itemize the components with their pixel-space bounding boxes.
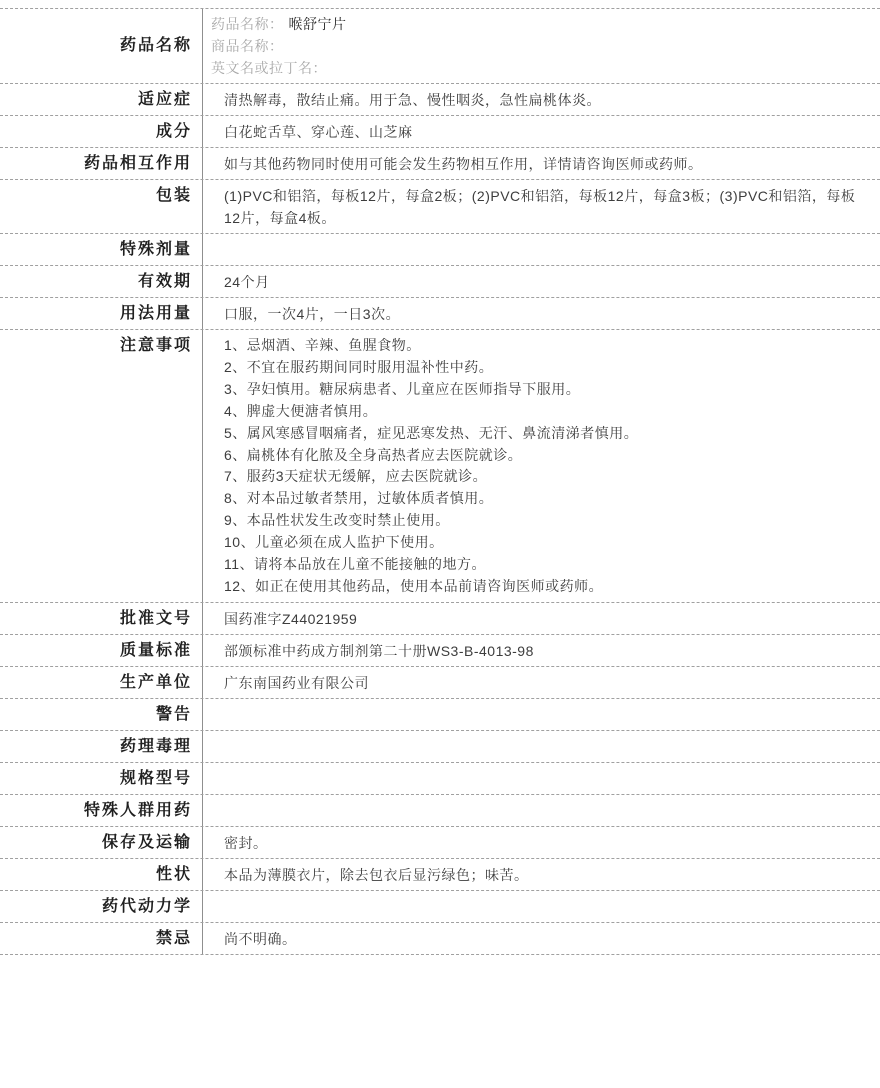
row-value bbox=[203, 699, 880, 730]
row-value: 密封。 bbox=[224, 834, 268, 851]
drug-name-value: 喉舒宁片 bbox=[288, 16, 347, 32]
row-value bbox=[203, 891, 880, 922]
table-row bbox=[0, 635, 880, 667]
note-line: 2、不宜在服药期间同时服用温补性中药。 bbox=[224, 358, 494, 375]
row-label: 药品相互作用 bbox=[0, 148, 203, 179]
note-line: 10、儿童必须在成人监护下使用。 bbox=[224, 534, 444, 551]
note-line: 3、孕妇慎用。糖尿病患者、儿童应在医师指导下服用。 bbox=[224, 380, 581, 397]
trade-name-field bbox=[211, 35, 866, 57]
trade-name-prefix: 商品名称： bbox=[211, 38, 284, 54]
row-label: 规格型号 bbox=[0, 763, 203, 794]
note-line: 5、属风寒感冒咽痛者，症见恶寒发热、无汗、鼻流清涕者慎用。 bbox=[224, 424, 639, 441]
row-value bbox=[203, 795, 880, 826]
english-name-field bbox=[211, 57, 866, 79]
row-label: 有效期 bbox=[0, 266, 203, 297]
table-row bbox=[0, 116, 880, 148]
table-row bbox=[0, 763, 880, 795]
drug-name-prefix: 药品名称： bbox=[211, 16, 284, 32]
row-label: 质量标准 bbox=[0, 635, 203, 666]
row-value: 国药准字Z44021959 bbox=[224, 610, 358, 627]
row-label: 成分 bbox=[0, 116, 203, 147]
row-value: 白花蛇舌草、穿心莲、山芝麻 bbox=[224, 124, 413, 140]
row-label: 包装 bbox=[0, 180, 203, 233]
row-label: 批准文号 bbox=[0, 603, 203, 634]
row-value: 部颁标准中药成方制剂第二十册WS3-B-4013-98 bbox=[224, 642, 534, 659]
row-value: 尚不明确。 bbox=[224, 930, 297, 947]
note-line: 6、扁桃体有化脓及全身高热者应去医院就诊。 bbox=[224, 446, 523, 463]
table-row-drug-name bbox=[0, 9, 880, 84]
table-row bbox=[0, 667, 880, 699]
row-value bbox=[203, 234, 880, 265]
row-label: 特殊剂量 bbox=[0, 234, 203, 265]
note-line: 11、请将本品放在儿童不能接触的地方。 bbox=[224, 556, 487, 573]
row-value: 本品为薄膜衣片，除去包衣后显污绿色；味苦。 bbox=[224, 866, 529, 883]
drug-name-field bbox=[211, 13, 866, 35]
table-row bbox=[0, 827, 880, 859]
table-row bbox=[0, 234, 880, 266]
row-value bbox=[203, 763, 880, 794]
table-row bbox=[0, 603, 880, 635]
row-value: 如与其他药物同时使用可能会发生药物相互作用，详情请咨询医师或药师。 bbox=[224, 156, 703, 172]
row-value bbox=[203, 731, 880, 762]
row-label: 生产单位 bbox=[0, 667, 203, 698]
table-row bbox=[0, 330, 880, 603]
table-row bbox=[0, 795, 880, 827]
row-label-drug-name: 药品名称 bbox=[0, 9, 203, 83]
table-row bbox=[0, 84, 880, 116]
table-row bbox=[0, 891, 880, 923]
row-label: 适应症 bbox=[0, 84, 203, 115]
row-label: 警告 bbox=[0, 699, 203, 730]
table-row bbox=[0, 148, 880, 180]
table-row bbox=[0, 180, 880, 234]
table-row bbox=[0, 699, 880, 731]
note-line: 9、本品性状发生改变时禁止使用。 bbox=[224, 512, 450, 529]
row-label: 药理毒理 bbox=[0, 731, 203, 762]
table-row bbox=[0, 266, 880, 298]
row-label: 禁忌 bbox=[0, 923, 203, 954]
note-line: 4、脾虚大便溏者慎用。 bbox=[224, 402, 378, 419]
drug-name-cell bbox=[203, 9, 880, 83]
row-label: 保存及运输 bbox=[0, 827, 203, 858]
note-line: 8、对本品过敏者禁用，过敏体质者慎用。 bbox=[224, 490, 494, 507]
row-label: 用法用量 bbox=[0, 298, 203, 329]
row-label: 特殊人群用药 bbox=[0, 795, 203, 826]
table-row bbox=[0, 859, 880, 891]
table-row bbox=[0, 923, 880, 955]
row-value: 广东南国药业有限公司 bbox=[224, 674, 369, 691]
row-label: 注意事项 bbox=[0, 330, 203, 602]
row-label: 性状 bbox=[0, 859, 203, 890]
note-line: 12、如正在使用其他药品，使用本品前请咨询医师或药师。 bbox=[224, 577, 604, 594]
row-value: 24个月 bbox=[224, 274, 270, 290]
row-value: 清热解毒，散结止痛。用于急、慢性咽炎，急性扁桃体炎。 bbox=[224, 92, 601, 108]
note-line: 7、服药3天症状无缓解，应去医院就诊。 bbox=[224, 468, 488, 485]
row-value: (1)PVC和铝箔，每板12片，每盒2板；(2)PVC和铝箔，每板12片，每盒3板；(3)PVC和铝箔，每板12片，每盒4板。 bbox=[224, 188, 856, 226]
table-row bbox=[0, 731, 880, 763]
table-row bbox=[0, 298, 880, 330]
row-value: 口服，一次4片，一日3次。 bbox=[224, 306, 401, 322]
drug-info-table bbox=[0, 8, 880, 955]
english-name-prefix: 英文名或拉丁名： bbox=[211, 60, 327, 76]
row-value bbox=[203, 330, 880, 602]
row-label: 药代动力学 bbox=[0, 891, 203, 922]
note-line: 1、忌烟酒、辛辣、鱼腥食物。 bbox=[224, 337, 421, 353]
